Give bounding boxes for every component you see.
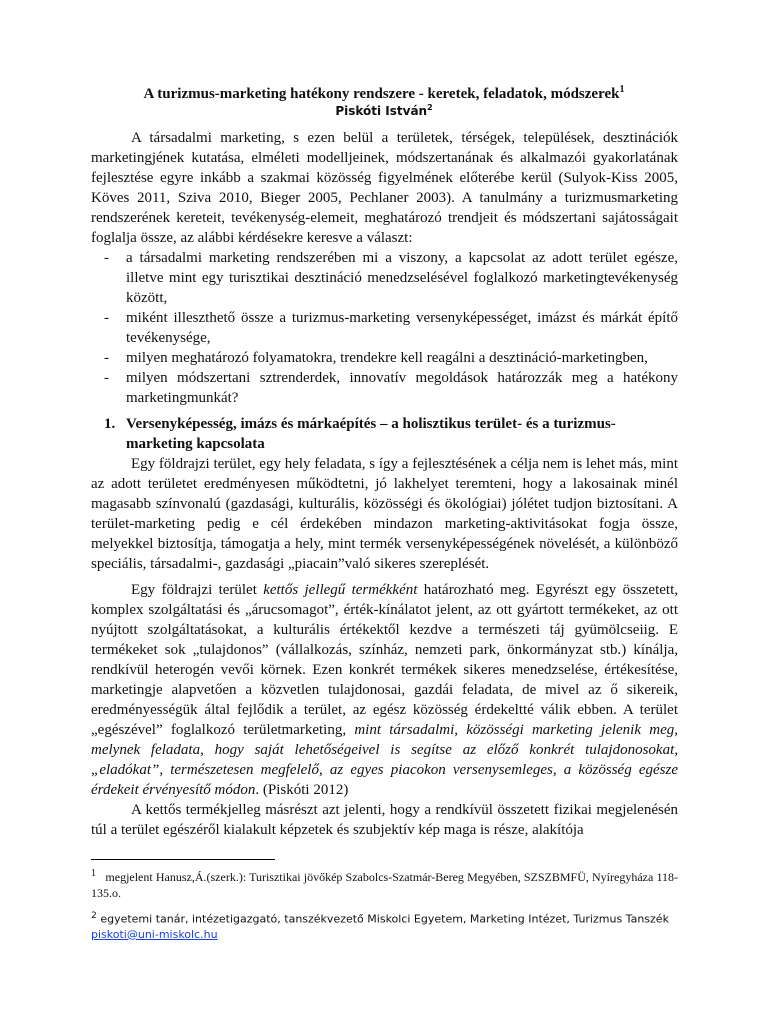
list-item: - milyen módszertani sztrenderdek, innovatív megoldások határozzák meg a hatékony marketingmunkát?	[104, 370, 678, 406]
footnote-separator	[91, 859, 275, 860]
footnote-1: $^1$ megjelent Hanusz,Á.(szerk.): Turisztikai jövőkép Szabolcs-Szatmár-Bereg Megyében, SZSZBMFÜ, Nyíregyháza 118-135.o.	[91, 868, 678, 900]
title-text: A turizmus-marketing hatékony rendszere - keretek, feladatok, módszerek	[143, 86, 620, 102]
section-number: 1.	[104, 416, 116, 432]
author-footnote-mark: 2	[427, 103, 433, 112]
footnote-2: $^2$ egyetemi tanár, intézetigazgató, tanszékvezető Miskolci Egyetem, Marketing Intézet, Turizmus Tanszék piskoti@uni-miskolc.hu	[91, 910, 669, 941]
list-item: - a társadalmi marketing rendszerében mi a viszony, a kapcsolat az adott terület egésze, illetve mint egy turisztikai desztináció menedzselésével foglalkozó marketingtevékenység között,	[104, 250, 678, 306]
email-link[interactable]: piskoti@uni-miskolc.hu	[91, 927, 218, 941]
section-heading	[104, 414, 678, 454]
section1-paragraph-3: A kettős termékjelleg másrészt azt jelenti, hogy a rendkívül összetett fizikai megjelenésén túl a terület egészéről kialakult képzetek és szubjektív kép maga is része, alakítója	[91, 802, 678, 838]
intro-paragraph: A társadalmi marketing, s ezen belül a területek, térségek, települések, desztinációk marketingjének kutatása, elméleti modelljeinek, módszertanának és alkalmazói gyakorlatának fejlesztése egyre inkább a szakmai közösség figyelmének előterébe kerül (Sulyok-Kiss 2005, Köves 2011, Sziva 2010, Bieger 2005, Pechlaner 2003). A tanulmány a turizmusmarketing rendszerének kereteit, tevékenység-elemeit, meghatározó trendjeit és módszertani sajátosságait foglalja össze, az alábbi kérdésekre keresve a választ:	[91, 130, 678, 246]
section1-paragraph-1: Egy földrajzi terület, egy hely feladata, s így a fejlesztésének a célja nem is lehet más, mint az adott területet eredményesen működtetni, jó lakhelyet teremteni, hogy a lakosainak minél magasabb színvonalú (gazdasági, kulturális, közösségi és ökológiai) jólétet tudjon biztosítani. A terület-marketing pedig e cél érdekében mindazon marketing-aktivitásokat fogja össze, melyekkel biztosítja, támogatja a hely, mint termék versenyképességének növelését, a különböző speciális, társadalmi-, gazdasági „piacain”való sikeres szereplését.	[91, 456, 678, 572]
title-footnote-mark: 1	[619, 84, 625, 95]
section1-paragraph-2: Egy földrajzi terület kettős jellegű termékként határozható meg. Egyrészt egy összetett, komplex szolgáltatási és „árucsomagot”, érték-kínálatot jelent, az ott gyártott termékeket, az ott nyújtott szolgáltatásokat, a kulturális értékektől kezdve a természeti táj gyümölcseiig. E termékeket sok „tulajdonos” (vállalkozás, színház, nemzeti park, önkormányzat stb.) kínálja, rendkívül heterogén vevői körnek. Ezen konkrét termékek sikeres menedzselése, értékesítése, marketingje alapvetően a közvetlen tulajdonosai, gazdái feladata, de mivel az ő sikereik, eredményességük által fejlődik a terület, az egész közösség érdekeltté válik ebben. A terület „egészével” foglalkozó területmarketing, mint társadalmi, közösségi marketing jelenik meg, melynek feladata, hogy saját lehetőségeivel is segítse az előző konkrét tulajdonosokat, „eladókat”, természetesen megfelelő, az egyes piacokon versenysemleges, a közösség egésze érdekeit érvényesítő módon. (Piskóti 2012)	[91, 582, 678, 798]
author-name: Piskóti István	[335, 104, 428, 118]
author-line	[0, 100, 768, 119]
section-heading-text: Versenyképesség, imázs és márkaépítés – a holisztikus terület- és a turizmus-marketing kapcsolata	[126, 416, 616, 452]
list-item: - milyen meghatározó folyamatokra, trendekre kell reagálni a desztináció-marketingben,	[104, 350, 648, 366]
list-item: - miként illeszthető össze a turizmus-marketing versenyképességet, imázst és márkát építő tevékenysége,	[104, 310, 678, 346]
